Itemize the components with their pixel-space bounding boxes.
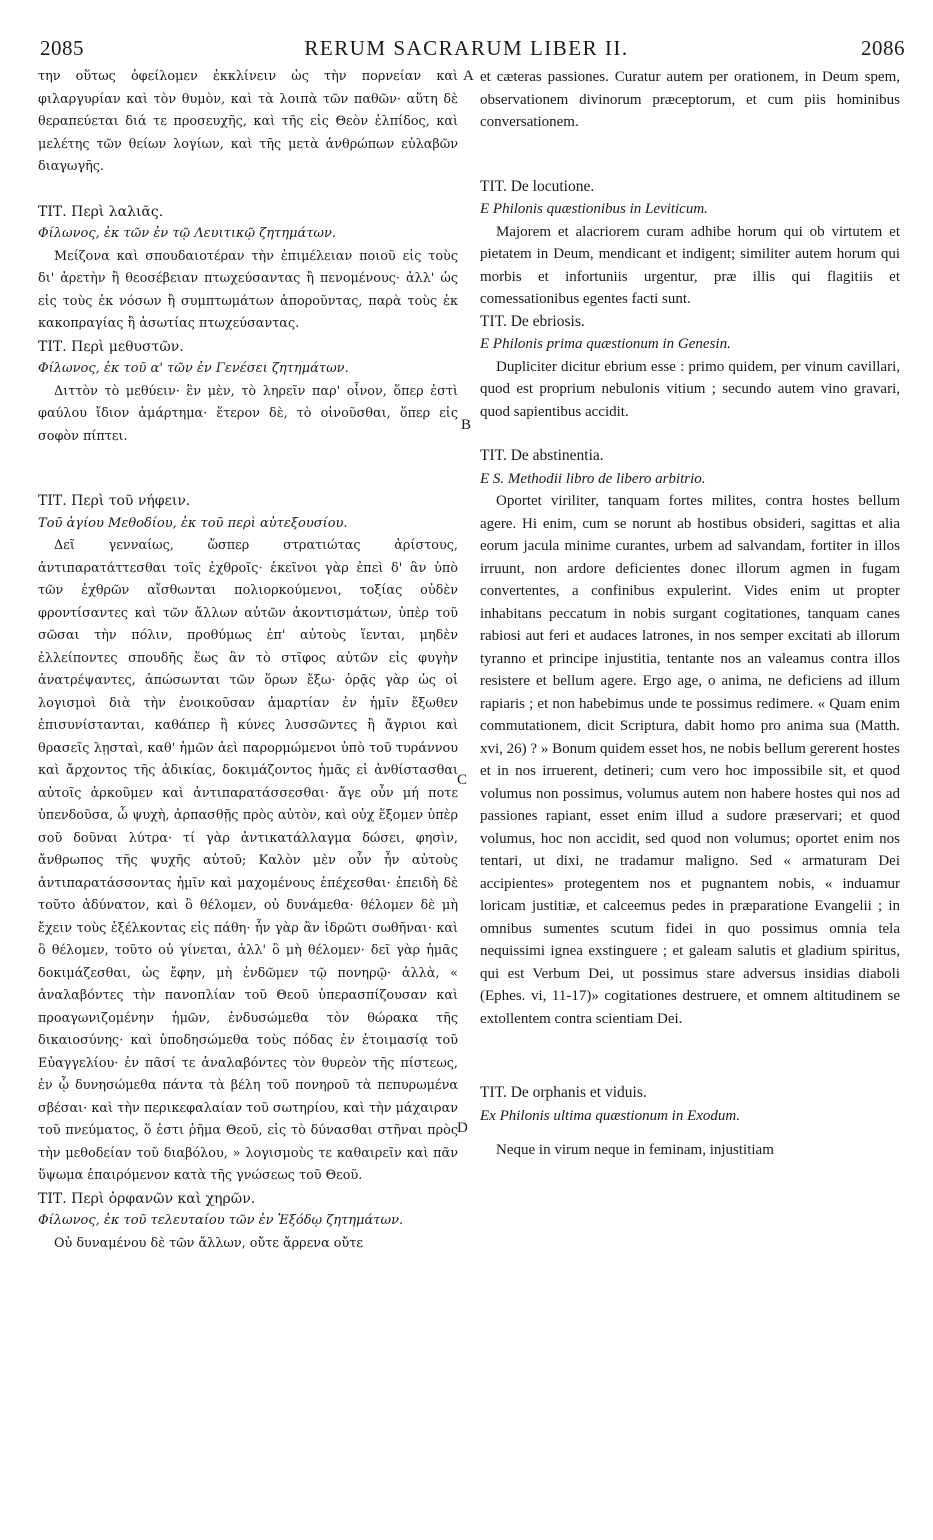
greek-section-title-1: ΤΙΤ. Περὶ λαλιᾶς. (38, 203, 164, 220)
margin-letter-a: A (463, 68, 474, 84)
running-head: RERUM SACRARUM LIBER II. (304, 36, 629, 60)
greek-intro-paragraph: την οὕτως ὀφείλομεν ἐκκλίνειν ὡς τὴν πορνείαν καὶ φιλαργυρίαν καὶ τὸν θυμὸν, καὶ τὰ λοιπὰ τῶν παθῶν· αὕτη δὲ θεραπεύεται διά τε προσευχῆς, καὶ τῆς εἰς Θεὸν ἐλπίδος, καὶ μελέτης τῶν θείων λογίων, καὶ τῆς μετὰ ἀνθρώπων εὐλαβῶν διαγωγῆς. (38, 69, 458, 174)
greek-section-text-1: Μείζονα καὶ σπουδαιοτέραν τὴν ἐπιμέλειαν ποιοῦ εἰς τοὺς δι' ἀρετὴν ἢ θεοσέβειαν πτωχεύσαντας ἢ πενομένους· ἀλλ' ὡς εἰς τοὺς ἐκ νόσων ἢ συμπτωμάτων ἀποροῦντας, παρὰ τοὺς ἐκ κακοπραγίας ἢ ἀσωτίας πτωχεύσαντας. (38, 248, 458, 331)
greek-section-source-3: Τοῦ ἁγίου Μεθοδίου, ἐκ τοῦ περὶ αὐτεξουσίου. (38, 515, 348, 531)
greek-section-source-1: Φίλωνος, ἐκ τῶν ἐν τῷ Λευιτικῷ ζητημάτων. (38, 226, 337, 241)
page-number-left: 2085 (40, 36, 84, 60)
margin-letter-b: B (461, 417, 472, 433)
greek-section-source-2: Φίλωνος, ἐκ τοῦ α' τῶν ἐν Γενέσει ζητημάτων. (38, 361, 349, 376)
latin-section-text-2: Dupliciter dicitur ebrium esse : primo quidem, per vinum cavillari, quod est proprium nebulonis vitium ; secundo autem vino gravari, quod sapientibus accidit. (480, 358, 900, 420)
greek-section-title-4: ΤΙΤ. Περὶ ὀρφανῶν καὶ χηρῶν. (38, 1190, 256, 1207)
latin-section-source-4: Ex Philonis ultima quæstionum in Exodum. (480, 1107, 740, 1124)
latin-section-title-3: TIT. De abstinentia. (480, 447, 604, 464)
latin-intro-paragraph: et cæteras passiones. Curatur autem per orationem, in Deum spem, observationem divinorum præceptorum, et cum piis hominibus conversationem. (480, 69, 900, 130)
page-number-right: 2086 (861, 36, 905, 60)
latin-column (480, 66, 900, 1162)
latin-section-title-4: TIT. De orphanis et viduis. (480, 1084, 647, 1101)
greek-column (38, 66, 458, 1255)
greek-section-source-4: Φίλωνος, ἐκ τοῦ τελευταίου τῶν ἐν Ἐξόδῳ ζητημάτων. (38, 1213, 404, 1228)
greek-section-text-2: Διττὸν τὸ μεθύειν· ἓν μὲν, τὸ ληρεῖν παρ' οἶνον, ὅπερ ἐστὶ φαύλου ἴδιον ἁμάρτημα· ἕτερον δὲ, τὸ οἰνοῦσθαι, ὅπερ εἰς σοφὸν πίπτει. (38, 383, 458, 444)
latin-section-source-3: E S. Methodii libro de libero arbitrio. (480, 470, 706, 487)
margin-letter-c: C (457, 772, 468, 788)
page-header (0, 36, 933, 66)
greek-section-text-3: Δεῖ γενναίως, ὥσπερ στρατιώτας ἀρίστους, ἀντιπαρατάττεσθαι τοῖς ἐχθροῖς· ἐκεῖνοι γὰρ ἐπεὶ δ' ἂν ὑπὸ τῶν ἐχθρῶν αἴσθωνται πολιορκούμενοι, τοξίας οὐδὲν φροντίσαντες καὶ τῶν ἄλλων αὐτῶν ἀκοντισμάτων, ὑπὲρ τοῦ σῶσαι τὴν πόλιν, προθύμως ἐπ' αὐτοὺς ἵενται, μηδὲν ἐλλείποντες σπουδῆς ἕως ἂν τὸ στῖφος αὐτῶν εἰς φυγὴν ἀνατρέψαντες, ἀπώσωνται τῶν ὅρων ἔξω· ὁρᾷς γὰρ ὡς οἱ λογισμοὶ διὰ τὴν ἐνοικοῦσαν ἁμαρτίαν ἐν ἡμῖν ἔξωθεν ἐπισυνίστανται, καθάπερ ἢ κύνες λυσσῶντες ἢ ἄγριοι καὶ θρασεῖς λῃσταὶ, καθ' ἡμῶν ἀεὶ παρορμώμενοι ὑπὸ τοῦ τυράννου καὶ ἄρχοντος τῆς ἀδικίας, δοκιμάζοντος ἡμᾶς εἰ ἀνθίστασθαι αὐτοῖς ἀρκοῦμεν καὶ ἀντιπαρατάσσεσθαι· ἄγε οὖν μή ποτε ὑπενδοῦσα, ὦ ψυχὴ, ἁρπασθῇς πρὸς αὐτὸν, καὶ οὐχ ἕξομεν ὑπὲρ σοῦ δοῦναι λύτρα· τί γὰρ ἀντικατάλλαγμα δώσει, φησὶν, ἄνθρωπος τῆς ψυχῆς αὐτοῦ; Καλὸν μὲν οὖν ἦν αὐτοὺς ἀντιπαρατάσσοντας ἡμῖν καὶ μαχομένους ἐπέχεσθαι· ἐπειδὴ δὲ τοῦτο ἀδύνατον, καὶ ὃ θέλομεν, οὐ δυνάμεθα· θέλομεν δὲ μὴ ἔχειν τοὺς ἐξέλκοντας εἰς πάθη· ἦν γὰρ ἂν ἱδρῶτι σωθῆναι· καὶ ὃ θέλομεν, τοῦτο οὐ γίνεται, ἀλλ' ὃ μὴ θέλομεν· δεῖ γὰρ ἡμᾶς δοκιμάζεσθαι, ὡς ἔφην, μὴ ἐνδῶμεν τῷ πονηρῷ· ἀλλὰ, « ἀναλαβόντες τὴν πανοπλίαν τοῦ Θεοῦ ὑπερασπίζουσαν καὶ προαγωνιζομένην ἡμῶν, ἐνδυσώμεθα τὸν θώρακα τῆς δικαιοσύνης· καὶ ὑποδησώμεθα τοὺς πόδας ἐν ἑτοιμασίᾳ τοῦ Εὐαγγελίου· ἐν πᾶσί τε ἀναλαβόντες τὸν θυρεὸν τῆς πίστεως, ἐν ᾧ δυνησώμεθα πάντα τὰ βέλη τοῦ πονηροῦ τὰ πεπυρωμένα σβέσαι· καὶ τὴν περικεφαλαίαν τοῦ σωτηρίου, καὶ τὴν μάχαιραν τοῦ πνεύματος, ὅ ἐστι ῥῆμα Θεοῦ, εἰς τὸ δύνασθαι στῆναι πρὸς τὴν μεθοδείαν τοῦ διαβόλου, » λογισμοὺς τε καθαιρεῖν καὶ πᾶν ὕψωμα ἐπαιρόμενον κατὰ τῆς γνώσεως τοῦ Θεοῦ. (38, 538, 458, 1183)
latin-section-source-1: E Philonis quæstionibus in Leviticum. (480, 201, 708, 217)
greek-section-text-4: Οὐ δυναμένου δὲ τῶν ἄλλων, οὔτε ἄρρενα οὔτε (54, 1235, 363, 1251)
latin-section-text-4: Neque in virum neque in feminam, injustitiam (496, 1142, 774, 1158)
latin-section-title-2: TIT. De ebriosis. (480, 312, 585, 330)
greek-section-title-3: ΤΙΤ. Περὶ τοῦ νήφειν. (38, 493, 191, 509)
latin-section-text-3: Oportet viriliter, tanquam fortes milites, contra hostes bellum agere. Hi enim, cum se norunt ab hostibus obsideri, sagittas et alia eorum jacula minime curantes, urbem ad salvandam, fortiter in illos irruunt, non ardore deficientes donec illorum agmen in fugam convertentes, a confinibus expulerint. Vides enim ut propter inhabitans peccatum in nobis surgant cogitationes, tanquam canes rabiosi aut feri et audaces latrones, in nos semper excitati ab illorum tyranno et principe injustitia, tentante nos an valeamus contra illos resistere et bellum agere. Ergo age, o anima, ne deficiens ad illum rapiaris ; et non habebimus unde te possimus redimere. « Quam enim commutationem, dicit Scriptura, dabit homo pro anima sua (Matth. xvi, 26) ? » Bonum quidem esset hos, ne nobis bellum gererent hostes et in nos irruerent, detineri; cum vero hoc impossibile sit, et quod volumus non possimus, volumus autem non habere hostes qui nos ad passiones rapiant, esset enim illud a sudore præservari; et quod volumus, hoc non accidit, sed quod non volumus; oportet enim nos tentari, ut dixi, ne tradamur maligno. Sed « armaturam Dei accipientes» protegentem nos et pugnantem nobis, « induamur loricam justitiæ, et calceemus pedes in præparatione Evangelii ; in omnibus sumentes scutum fidei in quo possimus omnia tela nequissimi ignea exstinguere ; et galeam salutis et gladium spiritus, qui est Verbum Dei, ut possimus stare adversus insidias diaboli (Ephes. vi, 11-17)» cogitationes destruere, et omnem altitudinem se extollentem contra scientiam Dei. (480, 493, 900, 1027)
margin-letter-d: D (457, 1120, 468, 1136)
latin-section-text-1: Majorem et alacriorem curam adhibe horum qui ob virtutem et pietatem in Deum, mendicant et indigent; similiter autem horum qui morbis et infortuniis urgentur, præ illis qui flagitiis et comessationibus egentes facti sunt. (480, 223, 900, 307)
latin-section-title-1: TIT. De locutione. (480, 177, 595, 195)
greek-section-title-2: ΤΙΤ. Περὶ μεθυστῶν. (38, 338, 184, 355)
latin-section-source-2: E Philonis prima quæstionum in Genesin. (480, 336, 731, 352)
